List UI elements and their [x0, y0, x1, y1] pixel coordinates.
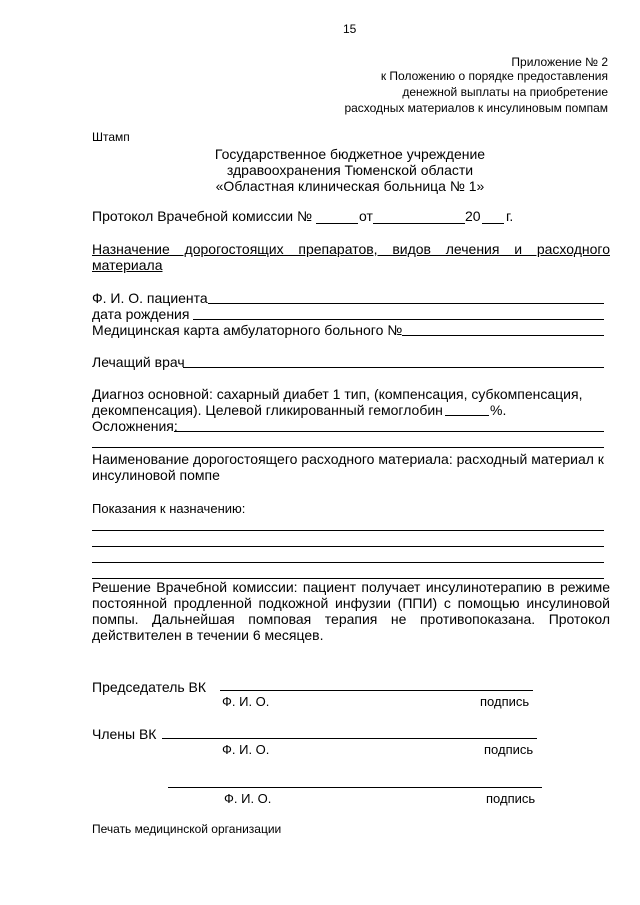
decision-line: помпы. Дальнейшая помповая терапия не противопоказана. Протокол — [92, 611, 610, 627]
protocol-year-suffix: г. — [506, 208, 514, 224]
member-signature-caption: подпись — [484, 742, 534, 757]
member-fio-caption-2: Ф. И. О. — [224, 791, 272, 806]
patient-card-label: Медицинская карта амбулаторного больного № — [92, 322, 403, 338]
chairman-signature-line[interactable] — [220, 690, 533, 691]
diagnosis-line: декомпенсация). Целевой гликированный гемоглобин — [92, 402, 443, 418]
protocol-date-field[interactable] — [373, 223, 465, 224]
seal-label: Печать медицинской организации — [92, 822, 282, 836]
assignment-heading-line: материала — [92, 257, 163, 273]
member-signature-caption-2: подпись — [486, 791, 536, 806]
chairman-signature-caption: подпись — [480, 694, 530, 709]
decision-line: Решение Врачебной комиссии: пациент получает инсулинотерапию в режиме — [92, 579, 610, 595]
institution-line: Государственное бюджетное учреждение — [214, 146, 486, 162]
protocol-year-prefix: 20 — [465, 208, 481, 224]
patient-fio-label: Ф. И. О. пациента — [92, 290, 208, 306]
institution-line: здравоохранения Тюменской области — [226, 162, 474, 178]
diagnosis-percent: %. — [490, 402, 507, 418]
patient-dob-field[interactable] — [193, 319, 604, 320]
protocol-number-field[interactable] — [316, 223, 358, 224]
appendix-line: Приложение № 2 — [511, 55, 608, 69]
indications-field[interactable] — [92, 546, 604, 547]
indications-field[interactable] — [92, 530, 604, 531]
assignment-heading-line: Назначение дорогостоящих препаратов, видов лечения и расходного — [92, 241, 610, 257]
patient-fio-field[interactable] — [208, 303, 604, 304]
decision-block — [92, 579, 610, 643]
protocol-ot: от — [359, 208, 373, 224]
complications-field[interactable] — [174, 431, 604, 432]
protocol-prefix: Протокол Врачебной комиссии № — [92, 208, 313, 224]
stamp-label: Штамп — [92, 130, 130, 144]
appendix-line: денежной выплаты на приобретение — [402, 85, 608, 99]
member-signature-line-2[interactable] — [168, 787, 542, 788]
indications-label: Показания к назначению: — [92, 501, 246, 516]
doctor-field[interactable] — [183, 367, 604, 368]
patient-dob-label: дата рождения — [92, 306, 190, 322]
chairman-fio-caption: Ф. И. О. — [222, 694, 270, 709]
complications-field-2[interactable] — [92, 447, 604, 448]
doctor-label: Лечащий врач — [92, 354, 185, 370]
member-fio-caption: Ф. И. О. — [222, 742, 270, 757]
material-line: Наименование дорогостоящего расходного материала: расходный материал к — [92, 451, 604, 467]
members-label: Члены ВК — [92, 726, 157, 742]
hba1c-field[interactable] — [445, 415, 489, 416]
appendix-line: расходных материалов к инсулиновым помпам — [344, 101, 608, 115]
chairman-label: Председатель ВК — [92, 679, 207, 695]
institution-line: «Областная клиническая больница № 1» — [215, 178, 485, 194]
page-number: 15 — [343, 22, 357, 36]
protocol-year-field[interactable] — [482, 223, 504, 224]
patient-card-field[interactable] — [402, 335, 604, 336]
decision-line: постоянной продленной подкожной инфузии (ППИ) с помощью инсулиновой — [92, 595, 610, 611]
complications-label: Осложнения: — [92, 418, 178, 434]
member-signature-line[interactable] — [162, 738, 537, 739]
diagnosis-line: Диагноз основной: сахарный диабет 1 тип, (компенсация, субкомпенсация, — [92, 386, 583, 402]
assignment-heading — [92, 241, 610, 273]
indications-field[interactable] — [92, 562, 604, 563]
material-line: инсулиновой помпе — [92, 467, 220, 483]
appendix-line: к Положению о порядке предоставления — [380, 69, 608, 83]
decision-line: действителен в течении 6 месяцев. — [92, 627, 324, 643]
